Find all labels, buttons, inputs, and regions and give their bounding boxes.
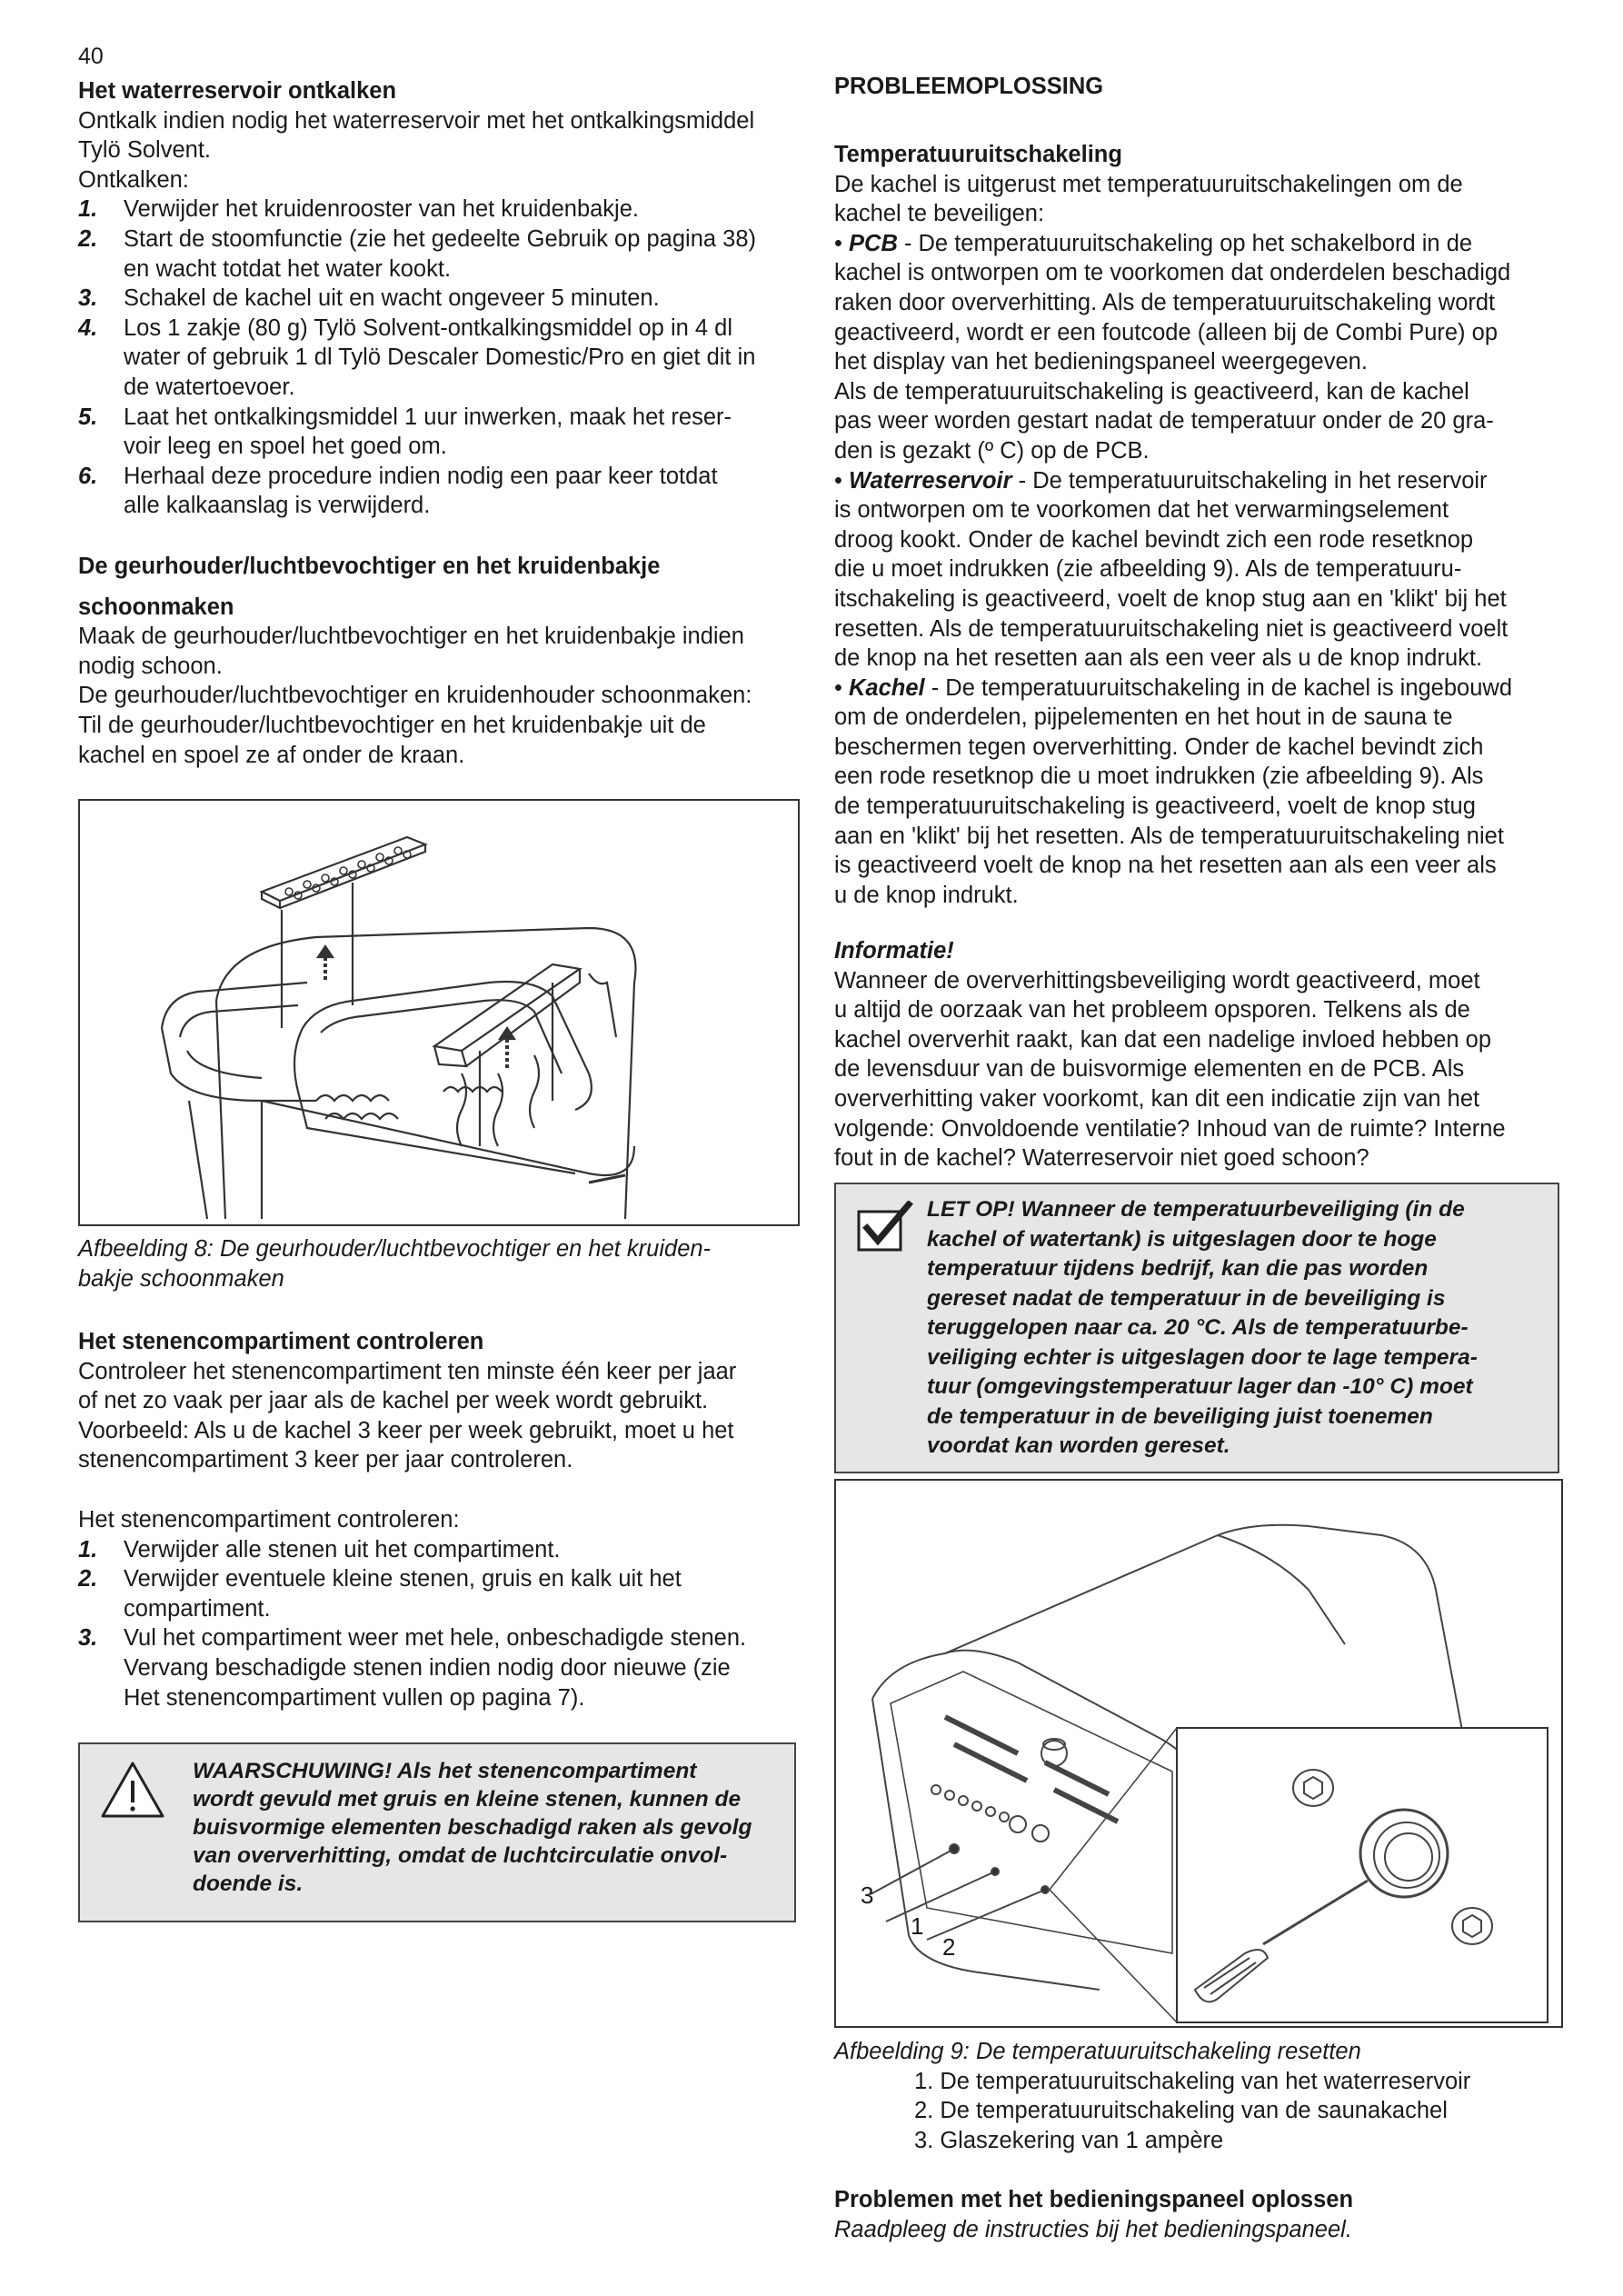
reservoir-line: resetten. Als de temperatuuruitschakeling niet is geactiveerd voelt <box>834 615 1508 642</box>
caption-line: bakje schoonmaken <box>78 1265 284 1292</box>
stones-heading: Het stenencompartiment controleren <box>78 1329 484 1354</box>
stones-step: 3. Vul het compartiment weer met hele, onbeschadigde stenen. Vervang beschadigde stenen indien nodig door nieuwe (zie Het stenencompartiment vullen op pagina 7). <box>78 1625 747 1711</box>
legend-item: 2. De temperatuuruitschakeling van de saunakachel <box>914 2098 1448 2124</box>
figure-9-caption <box>834 2037 1567 2155</box>
descale-step: 4. Los 1 zakje (80 g) Tylö Solvent-ontkalkingsmiddel op in 4 dl water of gebruik 1 dl Tylö Descaler Domestic/Pro en giet dit in de watertoevoer. <box>78 314 756 400</box>
note-line: tuur (omgevingstemperatuur lager dan -10° C) moet <box>927 1374 1473 1399</box>
info-section <box>834 936 1567 1173</box>
stones-step: 1. Verwijder alle stenen uit het compartiment. <box>78 1536 561 1562</box>
clean-text-line: kachel en spoel ze af onder de kraan. <box>78 742 465 768</box>
heater-herb-tray-drawing <box>80 801 798 1224</box>
pcb-paragraph: • PCB - De temperatuuruitschakeling op het schakelbord in de <box>834 230 1473 256</box>
note-line: kachel of watertank) is uitgeslagen door te hoge <box>927 1226 1437 1252</box>
stones-text-line: Controleer het stenencompartiment ten minste één keer per jaar <box>78 1358 737 1384</box>
warning-line: doende is. <box>193 1872 304 1896</box>
pcb-line: geactiveerd, wordt er een foutcode (alleen bij de Combi Pure) op <box>834 319 1498 345</box>
note-text <box>927 1195 1478 1462</box>
stones-subintro: Het stenencompartiment controleren: <box>78 1506 460 1532</box>
pcb-line: Als de temperatuuruitschakeling is geactiveerd, kan de kachel <box>834 378 1469 404</box>
descale-step: 3. Schakel de kachel uit en wacht ongeveer 5 minuten. <box>78 285 660 312</box>
reservoir-line: die u moet indrukken (zie afbeelding 9). Als de temperatuuru- <box>834 556 1462 583</box>
caption-line: Afbeelding 9: De temperatuuruitschakeling resetten <box>834 2039 1361 2064</box>
info-line: fout in de kachel? Waterreservoir niet goed schoon? <box>834 1145 1369 1172</box>
kachel-line: om de onderdelen, pijpelementen en het hout in de sauna te <box>834 704 1453 731</box>
stones-text-line: stenencompartiment 3 keer per jaar controleren. <box>78 1447 573 1473</box>
temp-intro-line: De kachel is uitgerust met temperatuuruitschakelingen om de <box>834 171 1463 197</box>
legend-item: 1. De temperatuuruitschakeling van het waterreservoir <box>914 2068 1471 2094</box>
warning-line: van oververhitting, omdat de luchtcirculatie onvol- <box>193 1843 728 1868</box>
info-line: kachel oververhit raakt, kan dat een nadelige invloed hebben op <box>834 1026 1492 1053</box>
kachel-paragraph: • Kachel - De temperatuuruitschakeling in de kachel is ingebouwd <box>834 674 1513 701</box>
info-line: u altijd de oorzaak van het probleem opsporen. Telkens als de <box>834 997 1470 1023</box>
callout-1: 1 <box>911 1912 924 1940</box>
warning-text <box>193 1757 752 1898</box>
info-line: de levensduur van de buisvormige elementen en de PCB. Als <box>834 1056 1465 1083</box>
panel-section <box>834 2185 1567 2244</box>
descale-intro-2: Tylö Solvent. <box>78 137 211 164</box>
note-line: temperatuur tijdens bedrijf, kan die pas worden <box>927 1256 1429 1281</box>
descale-step: 1. Verwijder het kruidenrooster van het kruidenbakje. <box>78 196 639 223</box>
warning-line: buisvormige elementen beschadigd raken als gevolg <box>193 1815 752 1840</box>
warning-box <box>78 1742 796 1922</box>
info-line: oververhitting vaker voorkomt, kan dit een indicatie zijn van het <box>834 1085 1480 1112</box>
figure-8-caption <box>78 1234 803 1293</box>
panel-heading: Problemen met het bedieningspaneel oplossen <box>834 2187 1354 2212</box>
descale-heading: Het waterreservoir ontkalken <box>78 78 397 104</box>
reservoir-line: de knop na het resetten aan als een veer als u de knop indrukt. <box>834 645 1483 672</box>
reservoir-label: Waterreservoir <box>849 467 1012 494</box>
note-line: veiliging echter is uitgeslagen door te lage tempera- <box>927 1344 1478 1370</box>
clean-text-line: nodig schoon. <box>78 653 223 679</box>
note-line: gereset nadat de temperatuur in de beveiliging is <box>927 1285 1446 1311</box>
panel-text: Raadpleeg de instructies bij het bedieningspaneel. <box>834 2216 1352 2242</box>
stones-text-line: of net zo vaak per jaar als de kachel per week wordt gebruikt. <box>78 1388 709 1414</box>
note-box <box>834 1183 1559 1473</box>
page-number: 40 <box>78 44 104 69</box>
kachel-label: Kachel <box>849 674 925 701</box>
clean-section <box>78 552 803 770</box>
temp-intro-line: kachel te beveiligen: <box>834 201 1045 227</box>
info-heading: Informatie! <box>834 938 954 963</box>
pcb-line: kachel is ontworpen om te voorkomen dat onderdelen beschadigd <box>834 260 1511 286</box>
clean-text-line: Maak de geurhouder/luchtbevochtiger en het kruidenbakje indien <box>78 624 744 650</box>
note-line: teruggelopen naar ca. 20 °C. Als de temperatuurbe- <box>927 1315 1469 1340</box>
stones-section <box>78 1327 803 1712</box>
warning-line: WAARSCHUWING! Als het stenencompartiment <box>193 1759 697 1783</box>
clean-text-line: Til de geurhouder/luchtbevochtiger en het kruidenbakje uit de <box>78 712 706 738</box>
pcb-line: het display van het bedieningspaneel weergegeven. <box>834 349 1368 375</box>
kachel-line: beschermen tegen oververhitting. Onder de kachel bevindt zich <box>834 734 1484 760</box>
clean-heading-2: schoonmaken <box>78 594 234 620</box>
kachel-line: u de knop indrukt. <box>834 882 1019 908</box>
note-line: LET OP! Wanneer de temperatuurbeveiliging (in de <box>927 1197 1465 1222</box>
figure-9-illustration <box>834 1479 1563 2028</box>
warning-line: wordt gevuld met gruis en kleine stenen, kunnen de <box>193 1787 742 1812</box>
info-line: Wanneer de oververhittingsbeveiliging wordt geactiveerd, moet <box>834 967 1480 993</box>
descale-section <box>78 76 803 521</box>
stones-step: 2. Verwijder eventuele kleine stenen, gruis en kalk uit het compartiment. <box>78 1566 682 1622</box>
descale-intro-1: Ontkalk indien nodig het waterreservoir met het ontkalkingsmiddel <box>78 107 755 134</box>
caption-line: Afbeelding 8: De geurhouder/luchtbevochtiger en het kruiden- <box>78 1236 712 1262</box>
temp-heading: Temperatuuruitschakeling <box>834 142 1122 167</box>
pcb-label: PCB <box>849 230 898 256</box>
info-line: volgende: Onvoldoende ventilatie? Inhoud van de ruimte? Interne <box>834 1115 1506 1142</box>
kachel-line: is geactiveerd voelt de knop na het resetten aan als een veer als <box>834 853 1497 879</box>
warning-triangle-icon <box>100 1761 165 1819</box>
kachel-line: de temperatuuruitschakeling is geactiveerd, voelt de knop stug <box>834 794 1476 820</box>
reservoir-line: itschakeling is geactiveerd, voelt de knop stug aan en 'klikt' bij het <box>834 585 1507 612</box>
temp-section <box>834 140 1567 910</box>
callout-3: 3 <box>861 1882 874 1909</box>
legend-item: 3. Glaszekering van 1 ampère <box>914 2127 1224 2153</box>
note-line: voordat kan worden gereset. <box>927 1433 1230 1458</box>
callout-2: 2 <box>942 1933 956 1961</box>
descale-intro-3: Ontkalken: <box>78 166 189 193</box>
figure-8-illustration <box>78 799 800 1226</box>
reservoir-line: droog kookt. Onder de kachel bevindt zich een rode resetknop <box>834 526 1474 553</box>
descale-step: 2. Start de stoomfunctie (zie het gedeelte Gebruik op pagina 38) en wacht totdat het water kookt. <box>78 225 757 282</box>
kachel-line: aan en 'klikt' bij het resetten. Als de temperatuuruitschakeling niet <box>834 823 1504 849</box>
kachel-line: een rode resetknop die u moet indrukken (zie afbeelding 9). Als <box>834 764 1484 790</box>
checkmark-icon <box>856 1201 914 1253</box>
reservoir-line: is ontworpen om te voorkomen dat het verwarmingselement <box>834 497 1449 524</box>
stones-steps <box>78 1535 803 1713</box>
clean-text-line: De geurhouder/luchtbevochtiger en kruidenhouder schoonmaken: <box>78 683 752 709</box>
reservoir-paragraph: • Waterreservoir - De temperatuuruitschakeling in het reservoir <box>834 467 1488 494</box>
section-title: PROBLEEMOPLOSSING <box>834 74 1104 99</box>
stones-text-line: Voorbeeld: Als u de kachel 3 keer per week gebruikt, moet u het <box>78 1417 734 1443</box>
descale-step: 6. Herhaal deze procedure indien nodig een paar keer totdat alle kalkaanslag is verwijderd. <box>78 463 718 519</box>
pcb-line: pas weer worden gestart nadat de temperatuur onder de 20 gra- <box>834 408 1494 434</box>
pcb-line: den is gezakt (º C) op de PCB. <box>834 437 1150 464</box>
descale-steps <box>78 195 803 521</box>
pcb-line: raken door oververhitting. Als de temperatuuruitschakeling wordt <box>834 289 1496 315</box>
descale-step: 5. Laat het ontkalkingsmiddel 1 uur inwerken, maak het reser- voir leeg en spoel het goed om. <box>78 404 732 460</box>
note-line: de temperatuur in de beveiliging juist toenemen <box>927 1403 1433 1429</box>
clean-heading-1: De geurhouder/luchtbevochtiger en het kruidenbakje <box>78 554 661 579</box>
